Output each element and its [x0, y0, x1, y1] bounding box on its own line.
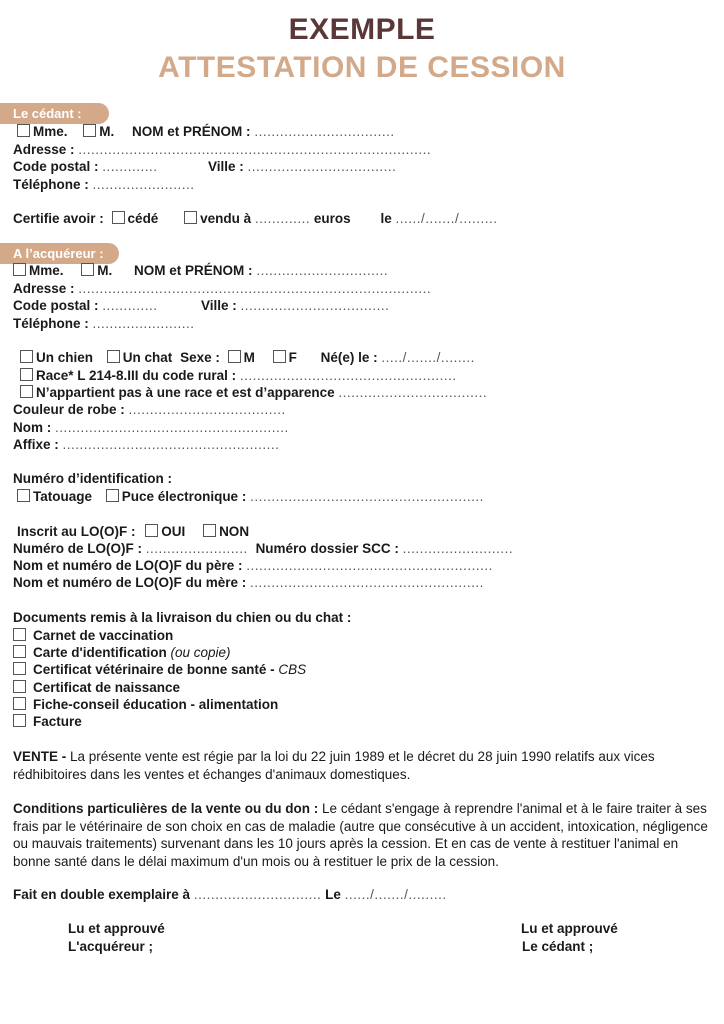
- acquereur-cp-field[interactable]: .............: [102, 298, 158, 313]
- sexe-f-checkbox[interactable]: [273, 350, 286, 363]
- non-race-checkbox[interactable]: [20, 385, 33, 398]
- cedant-nom-field[interactable]: .................................: [254, 124, 395, 139]
- cedant-heading: Le cédant :: [0, 103, 109, 124]
- signature-right-line2: Le cédant ;: [522, 939, 594, 954]
- documents-label: Documents remis à la livraison du chien ou du chat :: [13, 610, 352, 625]
- document-checkbox[interactable]: [13, 680, 26, 693]
- document-checkbox[interactable]: [13, 714, 26, 727]
- affixe-field[interactable]: ...................................................: [62, 437, 280, 452]
- fait-date-field[interactable]: ....../......./.........: [344, 887, 447, 902]
- tatouage-checkbox[interactable]: [17, 489, 30, 502]
- cedant-civility-row: Mme. M. NOM et PRÉNOM : .................................: [17, 124, 395, 140]
- cedant-m-checkbox[interactable]: [83, 124, 96, 137]
- race-field[interactable]: ...................................................: [239, 368, 457, 383]
- acquereur-ville-field[interactable]: ...................................: [240, 298, 390, 313]
- page-title: EXEMPLE: [288, 13, 436, 46]
- vendu-checkbox[interactable]: [184, 211, 197, 224]
- document-item[interactable]: Certificat de naissance: [13, 680, 180, 696]
- loof-pere-field[interactable]: ..........................................................: [246, 558, 493, 573]
- chien-checkbox[interactable]: [20, 350, 33, 363]
- loof-mere-field[interactable]: .......................................................: [250, 575, 484, 590]
- loof-non-checkbox[interactable]: [203, 524, 216, 537]
- document-checkbox[interactable]: [13, 662, 26, 675]
- identification-row: Tatouage Puce électronique : .......................................................: [17, 489, 484, 505]
- apparence-field[interactable]: ...................................: [338, 385, 488, 400]
- document-checkbox[interactable]: [13, 628, 26, 641]
- identification-label: Numéro d’identification :: [13, 471, 173, 486]
- acquereur-tel-field[interactable]: ........................: [92, 316, 195, 331]
- certifie-row: Certifie avoir : cédé vendu à ............. euros le ....../......./.........: [13, 211, 498, 226]
- cedant-ville-field[interactable]: ...................................: [247, 159, 397, 174]
- cedant-ville-row: Ville : ...................................: [208, 159, 397, 174]
- loof-oui-checkbox[interactable]: [145, 524, 158, 537]
- loof-numero-field[interactable]: ........................: [145, 541, 248, 556]
- document-checkbox[interactable]: [13, 697, 26, 710]
- animal-nom-row: Nom : .......................................................: [13, 420, 289, 435]
- couleur-field[interactable]: .....................................: [128, 402, 286, 417]
- signature-right-line1: Lu et approuvé: [521, 921, 618, 936]
- document-checkbox[interactable]: [13, 645, 26, 658]
- acquereur-nom-field[interactable]: ...............................: [256, 263, 389, 278]
- document-item[interactable]: Carte d'identification (ou copie): [13, 645, 231, 661]
- cedant-mme-checkbox[interactable]: [17, 124, 30, 137]
- acquereur-civility-row: Mme. M. NOM et PRÉNOM : ...............................: [13, 263, 388, 279]
- acquereur-adresse-field[interactable]: ...................................................................................: [78, 281, 432, 296]
- naissance-date-field[interactable]: ...../......./........: [381, 350, 475, 365]
- race-row: Race* L 214-8.III du code rural : ...................................................: [20, 368, 457, 384]
- acquereur-mme-checkbox[interactable]: [13, 263, 26, 276]
- loof-mere-row: Nom et numéro de LO(O)F du mère : .......................................................: [13, 575, 484, 590]
- acquereur-tel-row: Téléphone : ........................: [13, 316, 195, 331]
- loof-numero-row: Numéro de LO(O)F : ........................ Numéro dossier SCC : ..........................: [13, 541, 514, 556]
- identification-field[interactable]: .......................................................: [250, 489, 484, 504]
- puce-checkbox[interactable]: [106, 489, 119, 502]
- animal-type-row: Un chien Un chat Sexe : M F Né(e) le : ...../......./........: [20, 350, 475, 366]
- cedant-adresse-field[interactable]: ...................................................................................: [78, 142, 432, 157]
- document-item[interactable]: Fiche-conseil éducation - alimentation: [13, 697, 278, 713]
- signature-left-line1: Lu et approuvé: [68, 921, 165, 936]
- prix-field[interactable]: .............: [254, 211, 311, 226]
- acquereur-m-checkbox[interactable]: [81, 263, 94, 276]
- cedant-cp-field[interactable]: .............: [102, 159, 158, 174]
- loof-inscrit-row: Inscrit au LO(O)F : OUI NON: [17, 524, 250, 539]
- page-subtitle: ATTESTATION DE CESSION: [158, 51, 566, 84]
- document-item[interactable]: Certificat vétérinaire de bonne santé - CBS: [13, 662, 306, 678]
- sexe-m-checkbox[interactable]: [228, 350, 241, 363]
- cedant-tel-row: Téléphone : ........................: [13, 177, 195, 192]
- conditions-paragraph: Conditions particulières de la vente ou du don : Le cédant s'engage à reprendre l'animal et à le faire traiter à ses frais par le vétérinaire de son choix en cas de maladie (autre que consécutive à un accident, intoxication, négligence ou mauvais traitements) survenant dans les 10 jours après la cession. Et en cas de vente à restituer l'animal en bonne santé dans le délai maximum d'un mois ou à restituer le prix de la cession.: [13, 801, 708, 869]
- loof-pere-row: Nom et numéro de LO(O)F du père : ..........................................................: [13, 558, 493, 573]
- race-checkbox[interactable]: [20, 368, 33, 381]
- acquereur-adresse-row: Adresse : ...................................................................................: [13, 281, 432, 296]
- animal-nom-field[interactable]: .......................................................: [55, 420, 289, 435]
- cedant-cp-row: Code postal : .............: [13, 159, 158, 174]
- cedant-adresse-row: Adresse : ...................................................................................: [13, 142, 432, 157]
- acquereur-cp-row: Code postal : .............: [13, 298, 158, 313]
- cede-checkbox[interactable]: [112, 211, 125, 224]
- cedant-tel-field[interactable]: ........................: [92, 177, 195, 192]
- couleur-row: Couleur de robe : .....................................: [13, 402, 286, 417]
- acquereur-heading: A l’acquéreur :: [0, 243, 119, 264]
- signature-left-line2: L'acquéreur ;: [68, 939, 153, 954]
- acquereur-ville-row: Ville : ...................................: [201, 298, 390, 313]
- non-race-row: N’appartient pas à une race et est d’apparence ...................................: [20, 385, 487, 401]
- fait-lieu-field[interactable]: ..............................: [193, 887, 322, 902]
- vente-paragraph: VENTE - La présente vente est régie par la loi du 22 juin 1989 et le décret du 28 juin 1990 relatifs aux vices rédhibitoires dans les ventes et échanges d'animaux domestiques.: [13, 749, 655, 782]
- chat-checkbox[interactable]: [107, 350, 120, 363]
- fait-row: Fait en double exemplaire à .............................. Le ....../......./.........: [13, 887, 447, 902]
- certifie-date-field[interactable]: ....../......./.........: [395, 211, 498, 226]
- document-item[interactable]: Carnet de vaccination: [13, 628, 173, 644]
- document-item[interactable]: Facture: [13, 714, 82, 730]
- scc-field[interactable]: ..........................: [402, 541, 514, 556]
- affixe-row: Affixe : ...................................................: [13, 437, 280, 452]
